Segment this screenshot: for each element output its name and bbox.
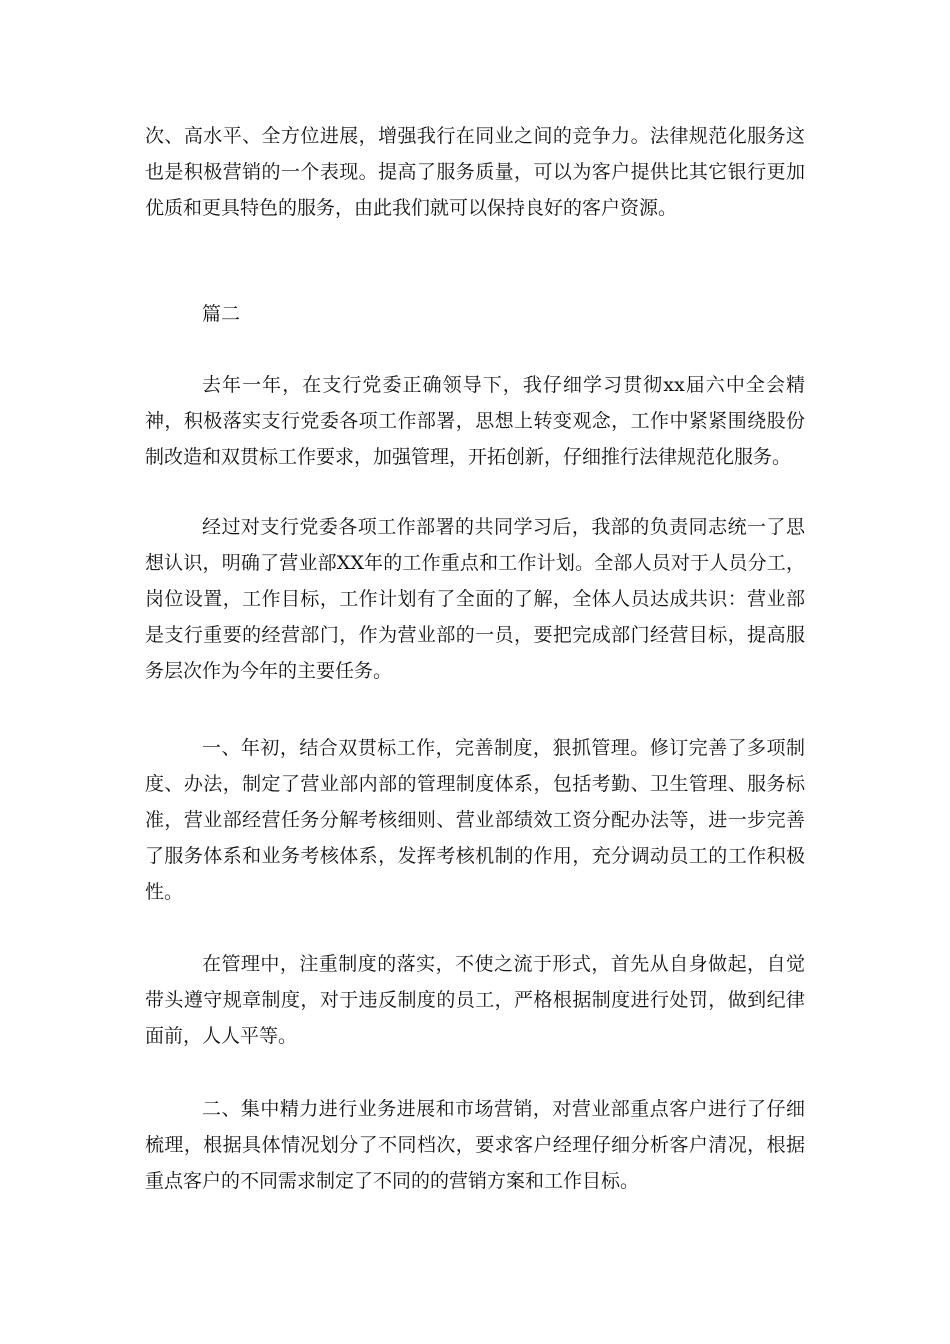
paragraph-management: 在管理中，注重制度的落实，不使之流于形式，首先从自身做起，自觉带头遵守规章制度，对于违反制度的员工，严格根据制度进行处罚，做到纪律面前，人人平等。 xyxy=(145,953,805,1047)
paragraph-intro: 去年一年，在支行党委正确领导下，我仔细学习贯彻xx届六中全会精神，积极落实支行党委各项工作部署，思想上转变观念，工作中紧紧围绕股份制改造和双贯标工作要求，加强管理，开拓创新，仔细推行法律规范化服务。 xyxy=(145,374,805,468)
paragraph-item-two: 二、集中精力进行业务进展和市场营销，对营业部重点客户进行了仔细梳理，根据具体情况划分了不同档次，要求客户经理仔细分析客户清况，根据重点客户的不同需求制定了不同的的营销方案和工作目标。 xyxy=(145,1098,805,1192)
section-heading: 篇二 xyxy=(202,303,241,325)
paragraph-item-one: 一、年初，结合双贯标工作，完善制度，狠抓管理。修订完善了多项制度、办法，制定了营业部内部的管理制度体系，包括考勤、卫生管理、服务标准，营业部经营任务分解考核细则、营业部绩效工资分配办法等，进一步完善了服务体系和业务考核体系，发挥考核机制的作用，充分调动员工的工作积极性。 xyxy=(145,737,805,903)
paragraph-continuation: 次、高水平、全方位进展，增强我行在同业之间的竞争力。法律规范化服务这也是积极营销的一个表现。提高了服务质量，可以为客户提供比其它银行更加优质和更具特色的服务，由此我们就可以保持良好的客户资源。 xyxy=(145,125,805,219)
paragraph-study: 经过对支行党委各项工作部署的共同学习后，我部的负责同志统一了思想认识，明确了营业部XX年的工作重点和工作计划。全部人员对于人员分工，岗位设置，工作目标，工作计划有了全面的了解，全体人员达成共识：营业部是支行重要的经营部门，作为营业部的一员，要把完成部门经营目标，提高服务层次作为今年的主要任务。 xyxy=(145,516,805,682)
